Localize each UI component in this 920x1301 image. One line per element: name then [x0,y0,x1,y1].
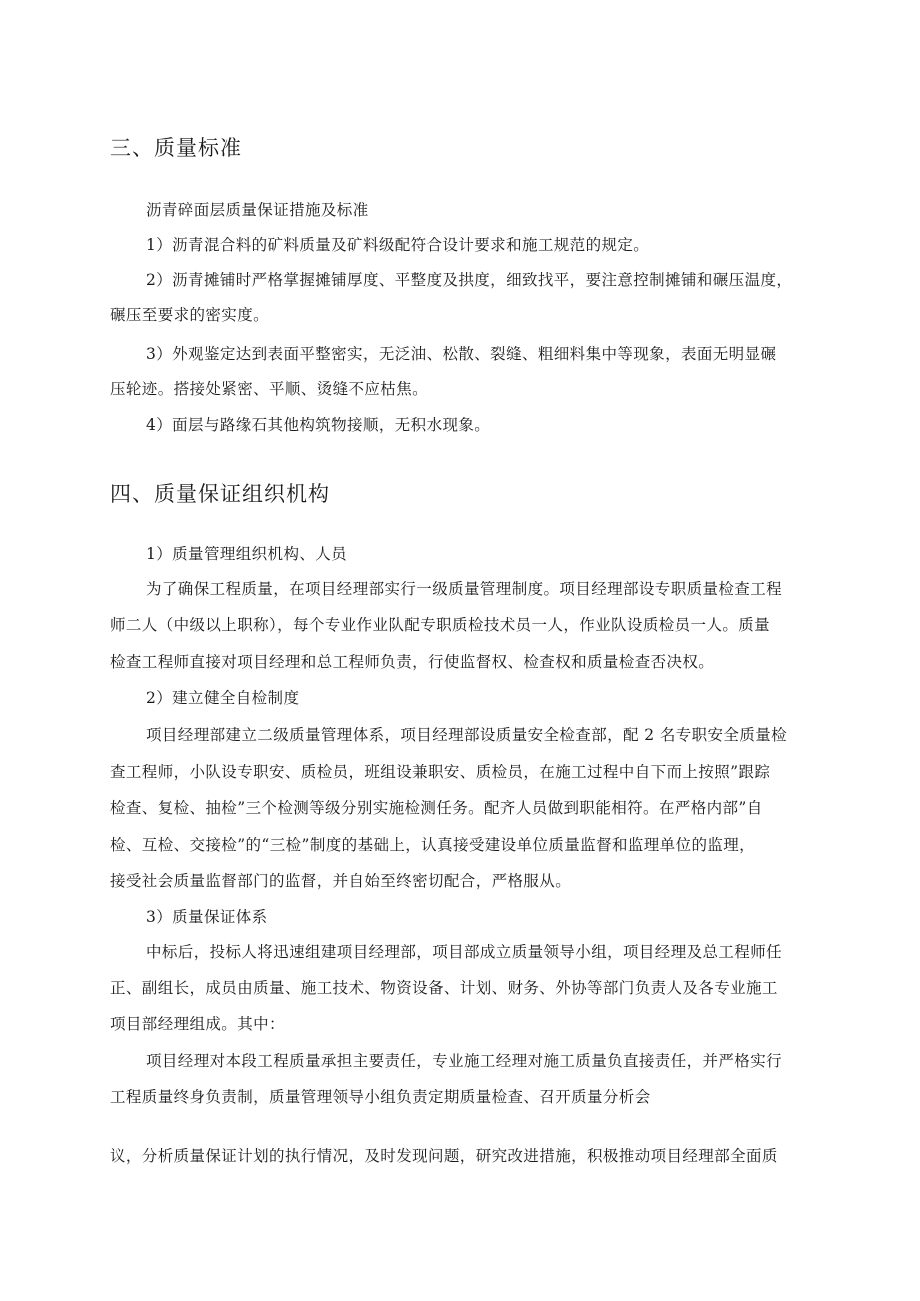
section-3-item-3-line-1: 3）外观鉴定达到表面平整密实，无泛油、松散、裂缝、粗细料集中等现象，表面无明显碾 [146,345,777,363]
sub-3-para2-line-2: 工程质量终身负责制，质量管理领导小组负责定期质量检查、召开质量分析会 [110,1088,651,1106]
sub-3-line-2: 正、副组长，成员由质量、施工技术、物资设备、计划、财务、外协等部门负责人及各专业施工 [110,979,778,997]
sub-1-line-1: 为了确保工程质量，在项目经理部实行一级质量管理制度。项目经理部设专职质量检查工程 [146,580,783,598]
sub-3-continuation-line: 议，分析质量保证计划的执行情况，及时发现问题，研究改进措施，积极推动项目经理部全面质 [110,1147,778,1165]
section-3-item-4: 4）面层与路缘石其他构筑物接顺，无积水现象。 [146,416,491,434]
sub-1-line-3: 检查工程师直接对项目经理和总工程师负责，行使监督权、检查权和质量检查否决权。 [110,653,715,671]
section-3-item-1: 1）沥青混合料的矿料质量及矿料级配符合设计要求和施工规范的规定。 [146,236,650,254]
sub-3-para2-line-1: 项目经理对本段工程质量承担主要责任，专业施工经理对施工质量负直接责任，并严格实行 [146,1052,783,1070]
section-4-heading: 四、质量保证组织机构 [110,482,330,506]
section-3-item-2-line-1: 2）沥青摊铺时严格掌握摊铺厚度、平整度及拱度，细致找平，要注意控制摊铺和碾压温度， [146,271,793,289]
sub-1-title: 1）质量管理组织机构、人员 [146,545,348,563]
section-3-heading: 三、质量标准 [110,136,242,160]
sub-3-line-3: 项目部经理组成。其中： [110,1015,285,1033]
section-3-subtitle: 沥青碎面层质量保证措施及标准 [146,201,369,219]
sub-2-line-4: 检、互检、交接检”的“三检”制度的基础上，认真接受建设单位质量监督和监理单位的监理， [110,836,756,854]
sub-3-title: 3）质量保证体系 [146,908,268,926]
section-3-item-3-line-2: 压轮迹。搭接处紧密、平顺、烫缝不应枯焦。 [110,380,429,398]
sub-2-line-1: 项目经理部建立二级质量管理体系，项目经理部设质量安全检查部，配 2 名专职安全质量检 [146,726,788,744]
sub-2-line-3: 检查、复检、抽检”三个检测等级分别实施检测任务。配齐人员做到职能相符。在严格内部”自 [110,799,763,817]
sub-3-line-1: 中标后，投标人将迅速组建项目经理部，项目部成立质量领导小组，项目经理及总工程师任 [146,943,783,961]
section-3-item-2-line-2: 碾压至要求的密实度。 [110,306,270,324]
sub-2-line-2: 查工程师，小队设专职安、质检员，班组设兼职安、质检员，在施工过程中自下而上按照”跟踪 [110,763,771,781]
sub-1-line-2: 师二人（中级以上职称），每个专业作业队配专职质检技术员一人，作业队设质检员一人。质量 [110,616,771,634]
sub-2-line-5: 接受社会质量监督部门的监督，并自始至终密切配合，严格服从。 [110,872,572,890]
sub-2-title: 2）建立健全自检制度 [146,689,300,707]
